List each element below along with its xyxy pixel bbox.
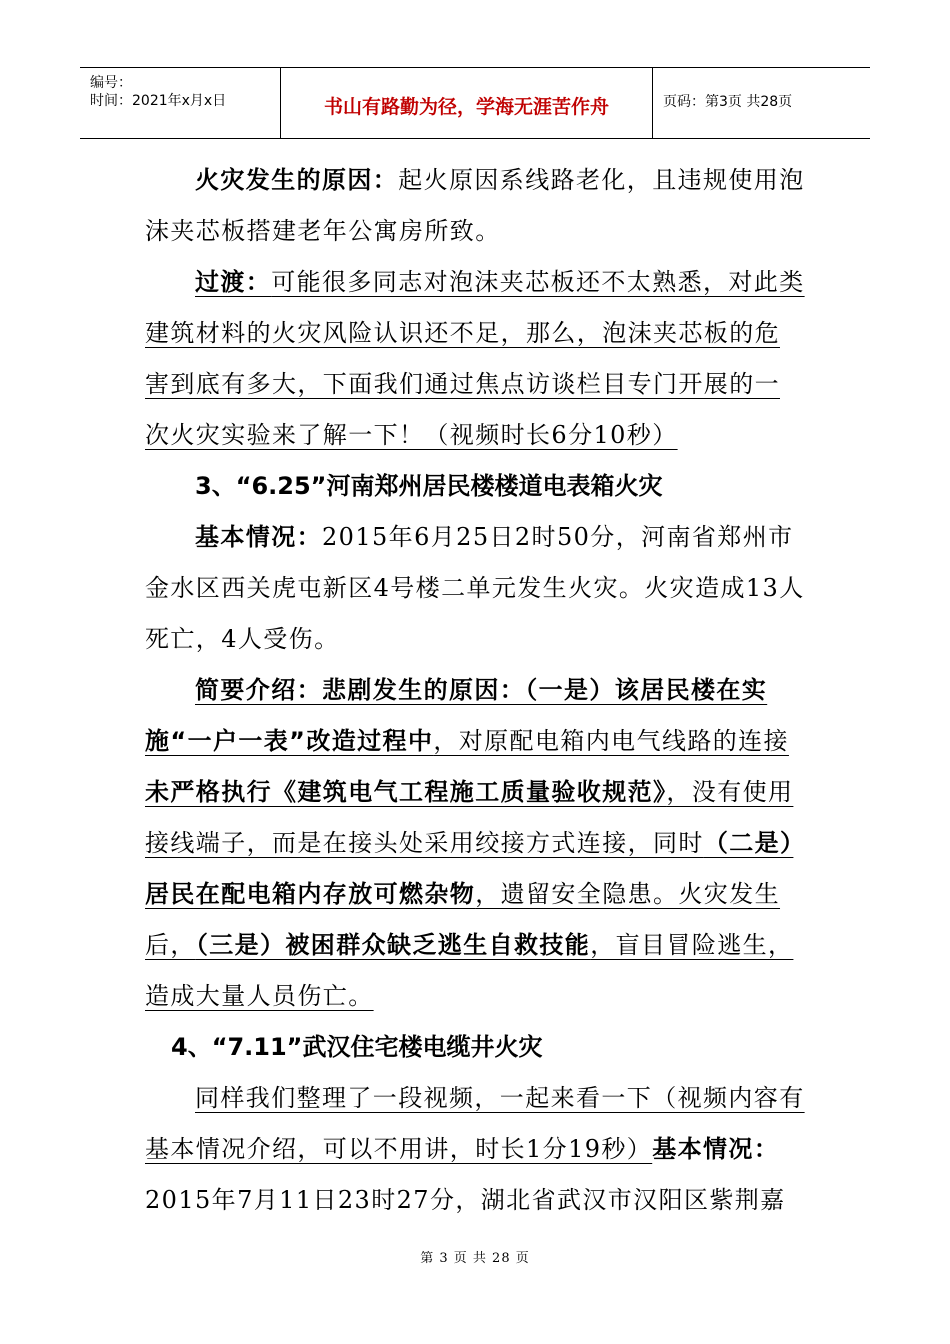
paragraph-basic-info-3: [145, 512, 805, 665]
basic-info-label-4: 基本情况：: [652, 1135, 780, 1163]
header-motto-cell: [281, 68, 653, 138]
time-label: 时间：2021年x月x日: [90, 93, 227, 109]
header-page-cell: [653, 68, 870, 138]
motto: 书山有路勤为径，学海无涯苦作舟: [323, 96, 609, 118]
basic-info-label: 基本情况：: [195, 523, 322, 551]
document-body: [145, 155, 805, 1226]
brief-intro-s6: ，遗留安全隐患。火灾发生后，: [145, 880, 781, 959]
paragraph-fire-cause: [145, 155, 805, 257]
page-footer: 第 3 页 共 28 页: [420, 1251, 530, 1266]
brief-intro-s1: 悲剧发生的原因：（一是）该居民楼在实施“一户一表”改造过程中: [145, 676, 768, 755]
heading-case-4: 4、“7.11”武汉住宅楼电缆井火灾: [171, 1033, 543, 1061]
transition-text: 可能很多同志对泡沫夹芯板还不太熟悉，对此类建筑材料的火灾风险认识还不足，那么，泡沫夹芯板的危害到底有多大，下面我们通过焦点访谈栏目专门开展的一次火灾实验来了解一下！（视频时长6分10秒）: [145, 268, 805, 449]
brief-intro-s5: （二是）居民在配电箱内存放可燃杂物: [145, 829, 794, 908]
paragraph-case-4: [145, 1073, 805, 1226]
number-label: 编号：: [90, 75, 132, 91]
heading-case-3: 3、“6.25”河南郑州居民楼楼道电表箱火灾: [195, 472, 663, 500]
brief-intro-s2: ，对原配电箱内电气线路的连接: [433, 727, 789, 755]
page-label: 页码：第3页 共28页: [663, 94, 793, 110]
fire-cause-label: 火灾发生的原因：: [195, 166, 399, 194]
paragraph-brief-intro: [145, 665, 805, 1022]
page-header: [80, 67, 870, 139]
brief-intro-s7: （三是）被困群众缺乏逃生自救技能: [195, 931, 591, 959]
brief-intro-label: 简要介绍：: [195, 676, 322, 704]
basic-info-text-4: 2015年7月11日23时27分，湖北省武汉市汉阳区紫荆嘉: [145, 1186, 786, 1214]
brief-intro-s3: 未严格执行《建筑电气工程施工质量验收规范》: [145, 778, 667, 806]
paragraph-transition: [145, 257, 805, 461]
header-info-cell: [80, 68, 281, 138]
fire-cause-text: 起火原因系线路老化，且违规使用泡沫夹芯板搭建老年公寓房所致。: [145, 166, 805, 245]
brief-intro-s8: ，盲目冒险逃生，造成大量人员伤亡。: [145, 931, 794, 1010]
brief-intro-s4: ，没有使用接线端子，而是在接头处采用绞接方式连接，同时: [145, 778, 794, 857]
basic-info-text: 2015年6月25日2时50分，河南省郑州市金水区西关虎屯新区4号楼二单元发生火灾。火灾造成13人死亡，4人受伤。: [145, 523, 805, 653]
video-intro-text: 同样我们整理了一段视频，一起来看一下（视频内容有基本情况介绍，可以不用讲，时长1分19秒）: [145, 1084, 805, 1163]
transition-label: 过渡：: [195, 268, 272, 296]
